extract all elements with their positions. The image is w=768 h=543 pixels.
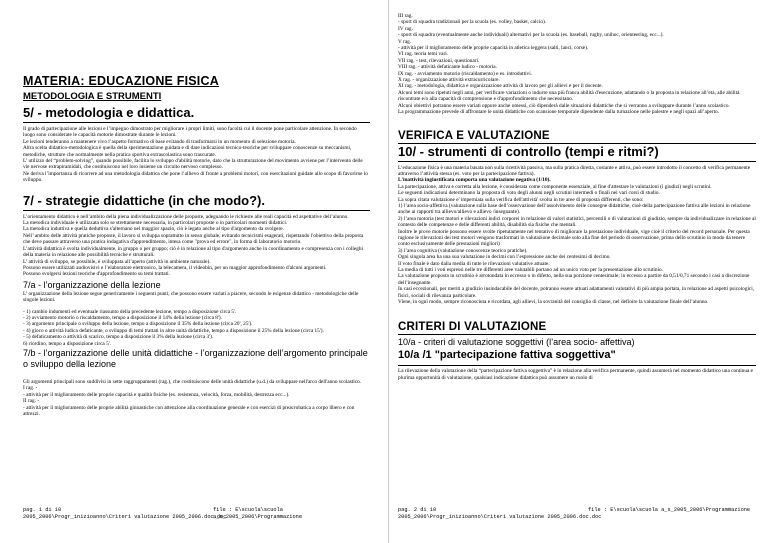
- paragraph: Ne deriva l’importanza di ricorrere ad una metodologia didattica che pone l’allievo di fronte a problemi motori, con esercitazioni guidate allo scopo di favorirne lo sviluppo.: [23, 170, 368, 184]
- list-item: VIII rag. - attività defaticante ludico - motoria.: [398, 64, 497, 71]
- paragraph: Alcuni temi sono ripetuti negli anni, per verificare variazioni o indurre una più franca abilità d'esecuzione, adattando o la proposta in relazione all’età, alle abilità riscontrate e/o alla capacità di comprensione e d'approfondimento che necessitano.: [398, 89, 740, 103]
- section-10a1-rule: [398, 365, 756, 366]
- paragraph: La sopra citata valutazione e' imperniata sulla verifica dell'attività' svolta in tre aree di proposta differenti, che sono:: [398, 196, 644, 203]
- page-2-footer: [398, 507, 756, 520]
- paragraph: Il voto finale è dato dalla media di tutte le rilevazioni valutative attuate.: [398, 260, 550, 267]
- groupings-list: [398, 13, 756, 116]
- criteri-title: CRITERI DI VALUTAZIONE: [398, 321, 547, 334]
- paragraph: I rag. -: [23, 385, 38, 392]
- list-item: V rag.: [398, 38, 412, 45]
- paragraph: L’ attività di sviluppo, se possibile, è sviluppata all’aperto (attività in ambiente naturale).: [23, 258, 211, 265]
- page-number: pag. 1 di 10: [23, 507, 62, 513]
- paragraph: La valutazione proposta in scrutinio è arrotondata in eccesso o in difetto, nella sua porzione centesimale; in eccesso a partire da 0,51/0,71 secondo i casi a discrezione dell’insegnante.: [398, 273, 750, 286]
- paragraph: Possono essere utilizzati audiovisivi e l’elaboratore elettronico, la telecamera, il videobin, per un maggior approfondimento d'alcuni argomenti.: [23, 264, 327, 271]
- section-5-body: [23, 126, 370, 184]
- criteri-rule: [398, 334, 756, 335]
- paragraph: L’attività didattica è svolta individualmente, in gruppo o per gruppo; ciò è in relazione al tipo d'argomento anche in coordinamento e compresenza con i colleghi della materia in relazione alle possibilità tecniche e strutturali.: [23, 245, 363, 259]
- paragraph: 3) l’area cognitiva (valutazione conoscenze teorico pratiche).: [398, 247, 528, 254]
- section-7b-body: [23, 379, 370, 417]
- list-item: - 5) defaticamento o attività di scarico, tempo a disposizione il 3% della lezione (circa 3').: [23, 334, 214, 341]
- paragraph: La programmazione prevede di affrontare le unità didattiche con scansione temporale dipendente dalla turnazione nelle palestre e negli spazi all’aperto.: [398, 109, 720, 116]
- list-item: - 3) argomento principale o sviluppo della lezione, tempo a disposizione il 35% della lezione (circa 20', 25').: [23, 321, 253, 328]
- subtitle: METODOLOGIA E STRUMENTI: [23, 91, 162, 102]
- paragraph: Le lezioni tenderanno a mantenere vivo l’aspetto formativo di base evitando di trasformarsi in un momento di selezione motoria.: [23, 138, 296, 145]
- list-item: IX rag. - avviamento motorio (riscaldamento) e es. introduttivi.: [398, 70, 533, 77]
- section-5-title: 5/ - metodologia e didattica.: [23, 105, 195, 120]
- paragraph: In casi eccezionali, per meriti a giudizio insindacabile del docente, potranno essere attuati adattamenti valutativi di più ampia portata, in relazione ad aspetti psicologici, fisici, sociali di rilevanza particolare.: [398, 286, 755, 299]
- paragraph: L'inattività ingiustificata comporta una valutazione negativa (1/10).: [398, 177, 551, 184]
- file-path: file : E\scuola\scuola a_s_2005_2006\Programmazione: [588, 507, 751, 513]
- paragraph: La partecipazione, attiva e corretta alla lezione, è considerata come componente essenziale, al fine d'attestare le valutazioni (i giudizi) negli scrutini.: [398, 183, 712, 190]
- section-7-rule: [23, 210, 370, 211]
- page-1-footer: [23, 507, 371, 520]
- list-item: VI rag. teoria temi vari.: [398, 51, 449, 58]
- section-10-title: 10/ - strumenti di controllo (tempi e ritmi?): [398, 143, 659, 159]
- paragraph: Gli argomenti principali sono suddivisi in sette raggruppamenti (rag.), che costituiscono delle unità didattiche (u.d.) da sviluppare nell'arco dell'anno scolastico.: [23, 378, 362, 385]
- section-10-body: [398, 165, 756, 306]
- paragraph: L’ organizzazione della lezione segue genericamente i seguenti punti, che possono essere variati a piacere, secondo le esigenze didattico - metodologiche delle singole lezioni.: [23, 290, 359, 304]
- paragraph: La metodica induttiva e quella deduttiva s'alternano nel maggior spazio, ciò è legato anche al tipo d'argomento da svolgere.: [23, 226, 284, 233]
- list-item: - 1) cambio indumenti ed eventuale riassunto della precedente lezione, tempo a disposizione circa 5'.: [23, 308, 237, 315]
- paragraph: L’ utilizzo del “problem-solving”, quando possibile, facilita lo sviluppo d'abilità motorie, dato che la strutturazione del movimento avviene per l’intervento delle vie nervose extrapiramidali, che costituiscono nel loro insieme un circuito nervoso complesso.: [23, 158, 363, 171]
- section-7b-title: 7/b - l’organizzazione delle unità didattiche - l’organizzazione dell’argomento principale o sviluppo della lezione: [23, 347, 368, 369]
- section-7-title: 7/ - strategie didattiche (in che modo?).: [23, 192, 265, 208]
- list-item: - sport di squadra tradizionali per la scuola (es. volley, basket, calcio).: [398, 19, 547, 26]
- section-10a-title: 10/a - criteri di valutazione soggettivi (l’area socio- affettiva): [398, 337, 635, 348]
- section-10-rule: [398, 161, 756, 162]
- file-path-continued: 2005_2006\Progr_inizioanno\Criteri valutazione 2005_2006.doc.doc: [23, 513, 227, 520]
- paragraph: Ogni singola area ha una sua valutazione in decimi con l’espressione anche dei centesimi di decimo.: [398, 254, 611, 261]
- list-item: - 2) avviamento motorio o riscaldamento, tempo a disposizione il 14% della lezione (circa 8').: [23, 314, 222, 321]
- paragraph: Inoltre le prove motorie possono essere svolte ripetutamente nel tentativo di migliorare la prestazione individuale, vige cioè il criterio del record personale. Per questa ragione le rilevazioni dei test motori vengono trasformati in valutazione decimale solo alla fine del periodo di osservazione, prima dello scrutinio in modo da tenere conto esclusivamente delle prestazioni migliori): [398, 228, 750, 248]
- paragraph: - attività per il miglioramento delle proprie abilità ginnastiche con attenzione alla coordinazione generale e con esercizi di preacrobatica a corpo libero e con attrezzi.: [23, 404, 355, 417]
- section-7a-title: 7/a - l’organizzazione della lezione: [23, 279, 161, 290]
- list-item: VII rag. - test, rilevazioni, questionari.: [398, 57, 480, 64]
- paragraph: Le seguenti indicazioni determinano la proposta di voto degli alunni negli scrutini intermedi o finali nei vari corsi di studio.: [398, 190, 660, 197]
- paragraph: Possono svolgersi lezioni teoriche d'approfondimento su temi trattati.: [23, 271, 170, 278]
- paragraph: La rilevazione della valutazione della “partecipazione fattiva soggettiva” è in relazione alla verifica permanente, quindi assumerà nel momento didattico una continua e plurima opportunità di valutazione, qualsiasi indicazione didattica può assumere un ruolo di: [398, 368, 754, 381]
- file-path-continued: 2005_2006\Progr_inizioanno\Criteri valutazione 2005_2006.doc.doc: [398, 513, 602, 520]
- list-item: - sport di squadra (eventualmente anche individuali) alternativi per la scuola (es. baseball, rugby, unihoc, orienteering, ecc...).: [398, 32, 664, 39]
- list-item: IV rag.: [398, 25, 413, 32]
- section-7-body: [23, 214, 370, 278]
- section-5-rule: [23, 122, 370, 123]
- page-number: pag. 2 di 10: [398, 507, 437, 513]
- paragraph: II rag. -: [23, 398, 40, 405]
- subject-title: MATERIA: EDUCAZIONE FISICA: [23, 74, 219, 88]
- page-2: [398, 0, 768, 543]
- paragraph: L’educazione fisica è una materia basata non sulla ricettività passiva, ma sulla pratica diretta, costante e attiva, può essere introdotto il concetto di verifica permanente attraverso l’attività stessa (es. voto per la partecipazione fattiva).: [398, 164, 751, 177]
- file-path: file : E\scuola\scuola a_s_2005_2006\Programmazione: [213, 507, 303, 520]
- paragraph: Altra scelta didattico-metodologica è quella della sperimentazione guidata e di dare indicazioni tecnico-teoriche per sviluppare conoscenze su meccanismi, metodiche, strutture che normalmente nella pratica sportiva extrascolastica sono trascurate.: [23, 145, 352, 158]
- list-item: XI rag. - metodologia, didattica e organizzazione attività di lavoro per gli allievi e per il docente.: [398, 83, 603, 90]
- list-item: X rag. - organizzazione attività extracurricolare.: [398, 77, 500, 84]
- page-divider: [388, 0, 389, 543]
- list-item: III rag.: [398, 13, 413, 19]
- list-item: 6) riordino, tempo a disposizione circa 5'.: [23, 340, 112, 347]
- paragraph: Viene, in ogni modo, sempre riconosciuta e ricordata, agli allievi, la sovranità del consiglio di classe, nel definire la valutazione finale dell’alunno.: [398, 299, 709, 306]
- section-10a1-title: 10/a /1 "partecipazione fattiva soggettiva": [398, 349, 616, 362]
- paragraph: Il grado di partecipazione alle lezioni e l’impegno dimostrato per migliorare i propri limiti, sono facoltà cui il docente pone particolare attenzione. In secondo luogo sono considerate le capacità motorie dimostrate durante le lezioni.: [23, 126, 357, 139]
- lesson-steps-list: [23, 309, 370, 347]
- paragraph: La media di tutti i voti espressi nelle tre differenti aree valutabili portano ad un unico voto per la presentazione allo scrutinio.: [398, 267, 663, 273]
- paragraph: La metodica individuale è utilizzata solo se strettamente necessaria, in particolari proposte o in particolari momenti didattici.: [23, 220, 288, 227]
- paragraph: Nell’ ambito delle attività pratiche proposte, il lavoro si sviluppa soprattutto in senso globale, evitando tecnicismi esagerati, rispettando l'obiettivo della proposta che deve passare attraverso una pratica indagativa d'apprendimento, intesa come "prova ed errore", in forma di laboratorio motorio.: [23, 232, 364, 246]
- paragraph: - attività per il miglioramento delle proprie capacità e qualità fisiche (es. resistenza, velocità, forza, mobilità, destrezza ecc...).: [23, 391, 290, 398]
- paragraph: 2) l’area motoria (test motori e rilevazioni indici corporei in relazione di valori statistici, percentili o di valutazioni di giudizio, sempre da individualizzare in relazione al contesto delle competenze e delle differenti abilità, disabilità sia fisiche che mentali.: [398, 215, 756, 229]
- paragraph: Alcuni obiettivi potranno essere variati oppure anche omessi, ciò dipenderà dalle situazioni didattiche che si verranno a sviluppare durante l’anno scolastico.: [398, 102, 730, 109]
- list-item: - attività per il miglioramento delle proprie capacità in atletica leggera (salti, lanci, corse).: [398, 45, 589, 52]
- paragraph: 1) l’area socio-affettiva (valutazione sulla base dell’osservazione dell’assolvimento delle consegne didattiche, cioè della partecipazione fattiva alle lezioni in relazione anche ai rapporti tra allievo/allievo e allievo /insegnante).: [398, 202, 751, 216]
- paragraph: L’orientamento didattico è nell’ambito della piena individualizzazione delle proposte, adeguando le richieste alle reali capacità ed aspettative dell’alunno.: [23, 213, 349, 220]
- list-item: - 4) gioco o attività ludica defaticante, o sviluppo di temi trattati in altre unità didattiche, tempo a disposizione il 25% della lezione (circa 15').: [23, 327, 324, 334]
- verifica-title: VERIFICA E VALUTAZIONE: [398, 129, 550, 142]
